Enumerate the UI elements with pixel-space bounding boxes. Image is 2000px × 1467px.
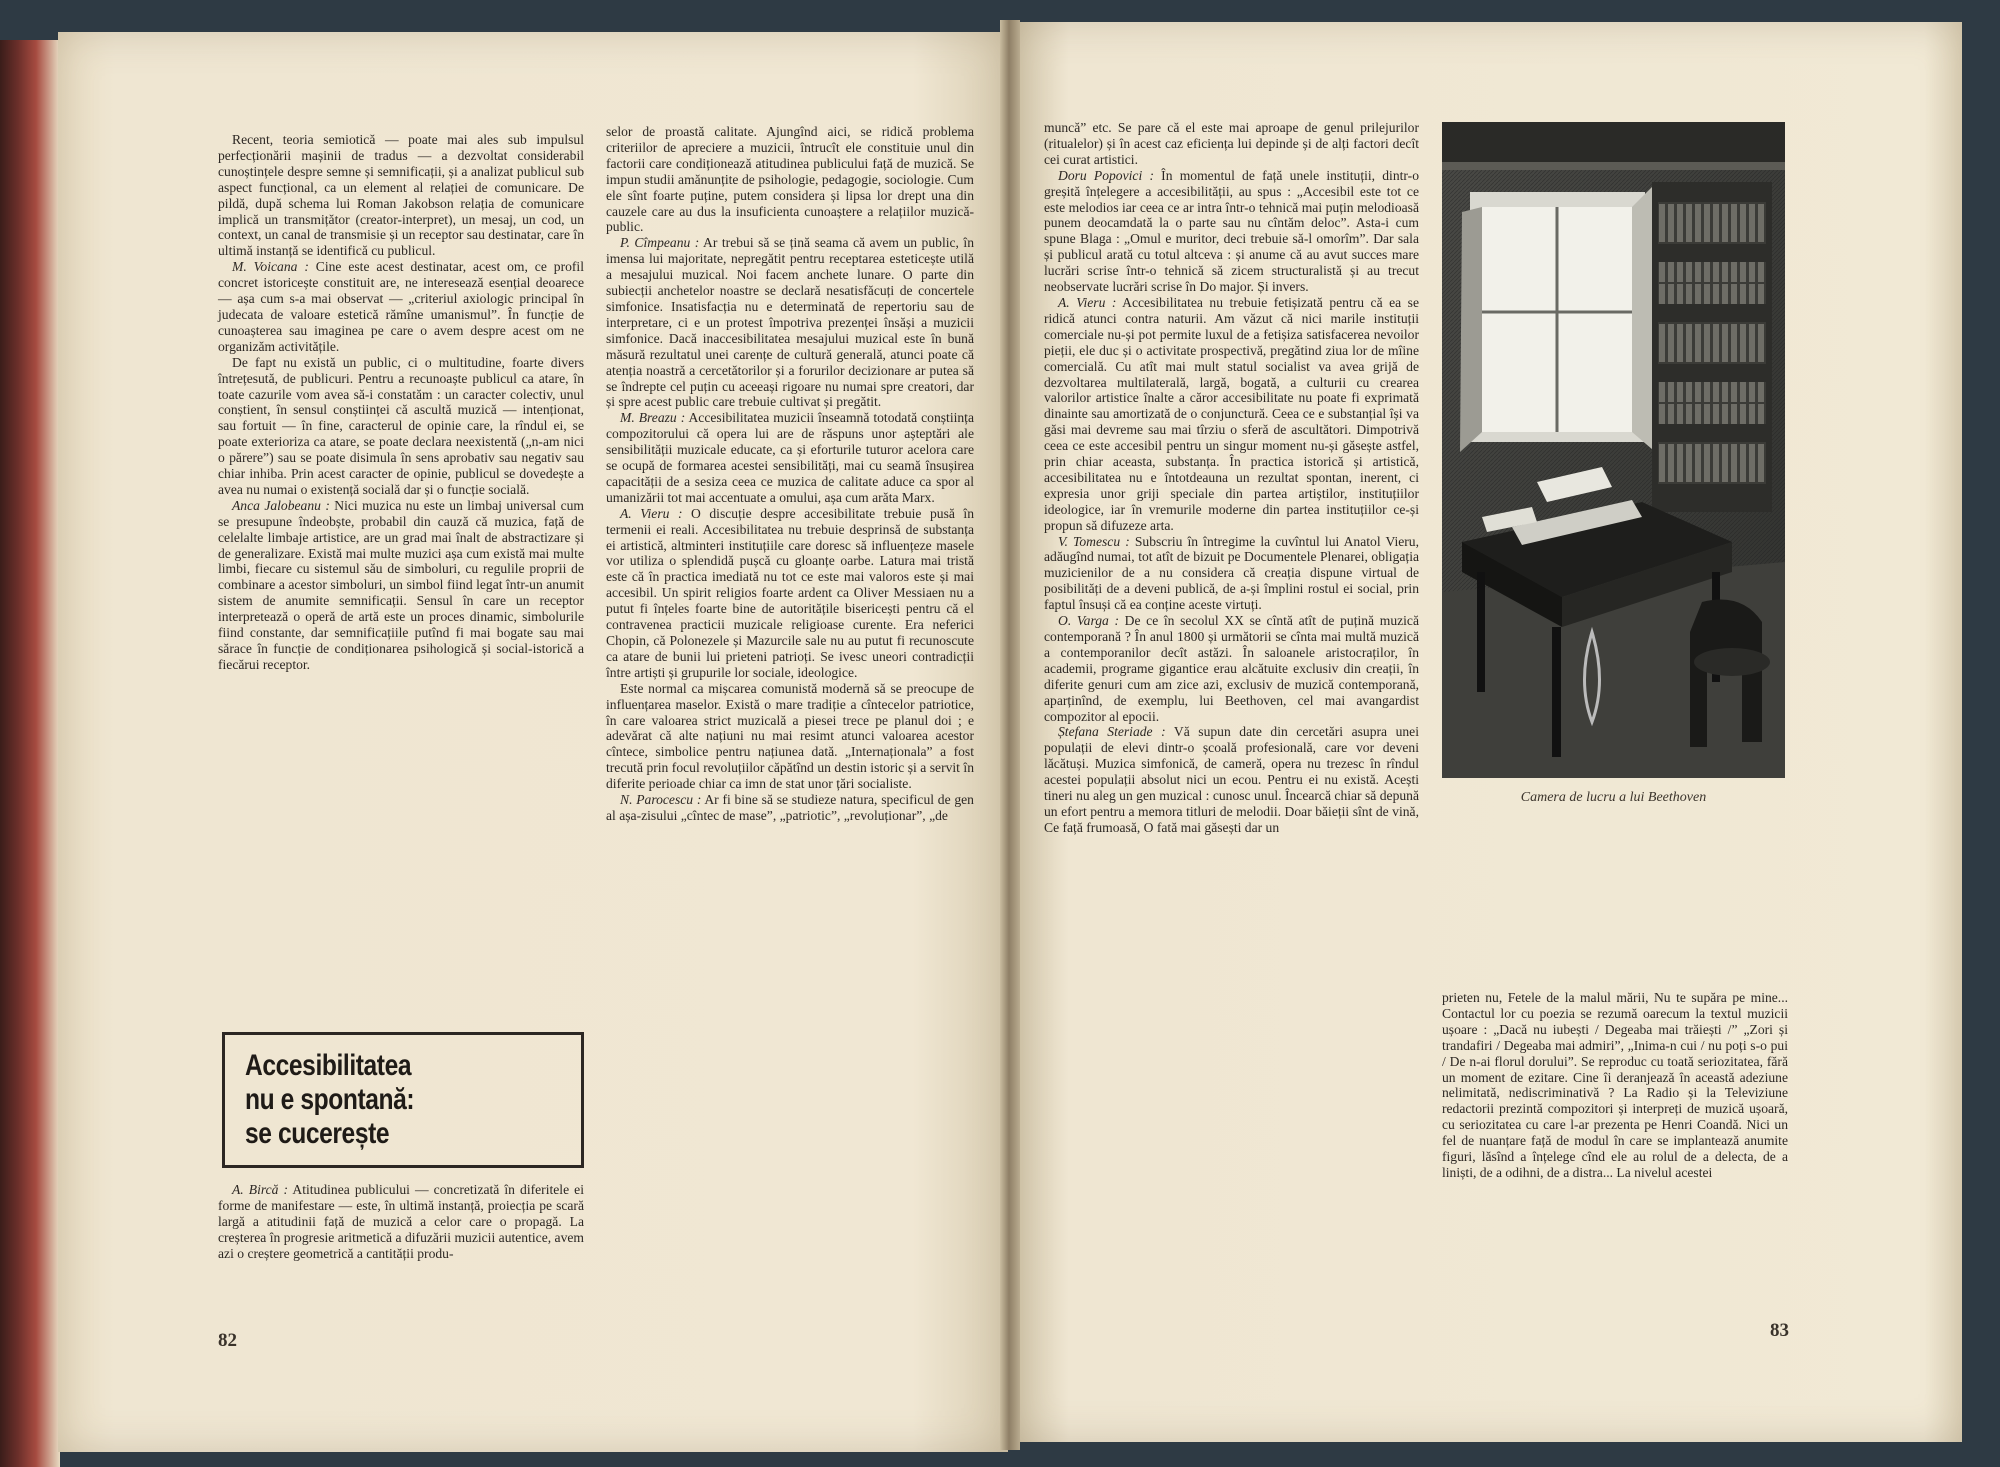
speaker-name: M. Voicana : [232, 259, 309, 275]
right-page-column-1 [1044, 120, 1419, 836]
paragraph [218, 498, 584, 673]
paragraph [606, 792, 974, 824]
speaker-name: O. Varga : [1058, 613, 1120, 629]
paragraph-text: În momentul de față unele instituții, dintr-o greșită înțelegere a accesibilității, au spus : „Accesibil este tot ce este melodios iar ceea ce ar intra într-o tehnică mai puțin melodioasă punem deocamdată la o parte sau nu cîntăm deloc”. Asta-i cum spune Blaga : „Omul e muritor, deci trebuie să-l omorîm”. Dar sala și publicul arată cu totul altceva : și anume că au avut succes mare lucrări scrise într-o tehnică să zicem structuralistă și au trecut neobservate lucrări scrise în Do major. Și invers. [1044, 167, 1419, 295]
speaker-name: N. Parocescu : [620, 792, 702, 808]
paragraph-text: Ar trebui să se țină seama că avem un public, în imensa lui majoritate, nepregătit pentru receptarea esteticește utilă a mesajului muzical. Noi facem anchete lunare. O parte din subiecții anchetelor noastre se declară nesatisfăcuți de concertele simfonice. Insatisfacția nu e determinată de repertoriu sau de interpretare, ci e un protest împotriva prezenței însăși a muzicii simfonice. Dacă inaccesibilitatea mesajului muzical este în bună măsură rezultatul unei carențe de cultură generală, atunci poate că atenția noastră a cercetătorilor și a forurilor decizionare ar putea să se îndrepte cel puțin cu aceeași rigoare nu numai spre creatori, dar și spre acest public care trebuie cultivat și pregătit. [606, 235, 974, 410]
paragraph [218, 132, 584, 259]
paragraph-text: O discuție despre accesibilitate trebuie pusă în termenii ei reali. Accesibilitatea nu trebuie desprinsă de substanța ei artistică, altminteri instituțiile care doresc să influențeze masele vor utiliza o splendidă pușcă cu gloanțe oarbe. Latura mai tristă este că în practica imediată nu tot ce este mai valoros este și mai accesibil. Un spirit religios foarte ardent ca Oliver Messiaen nu a putut fi înțeles foarte bine de autoritățile bisericești pentru că el contravenea practicii muzicale religioase curente. Era neferici Chopin, că Polonezele și Mazurcile sale nu au putut fi recunoscute ca atare de bunii lui prieteni patrioți. Se ivesc uneori contradicții între artiști și grupurile lor sociale, ideologice. [606, 505, 975, 680]
left-page-column-2 [606, 124, 974, 824]
paragraph-text: Recent, teoria semiotică — poate mai ales sub impulsul perfecționării mașinii de tradus — a dezvoltat considerabil cunoștințele despre semne și semnificații, și a analizat publicul sub aspect funcțional, ca un element al relației de comunicare. De pildă, după schema lui Roman Jakobson relația de comunicare implică un transmițător (creator-interpret), un mesaj, un cod, un context, un canal de transmisie și un receptor sau destinatar, care în ultimă instanță se identifică cu publicul. [218, 132, 584, 259]
paragraph [606, 681, 974, 792]
paragraph [1044, 120, 1419, 168]
left-page-number: 82 [218, 1330, 237, 1351]
paragraph-text: Cine este acest destinatar, acest om, ce profil concret istoricește constituit are, ne interesează esențial deoarece — așa cum s-a mai observat — „criteriul axiologic principal în judecata de valoare estetică rămîne umanismul”. În funcție de cunoașterea sau imaginea pe care o avem despre acest om ne organizăm activitățile. [218, 259, 584, 354]
section-headline-box [222, 1032, 584, 1168]
book-gutter [1000, 20, 1020, 1450]
headline-line-3: se cucerește [245, 1117, 390, 1150]
paragraph-text: Nici muzica nu este un limbaj universal cum se presupune îndeobște, probabil din cauză că muzica, față de celelalte limbaje artistice, are un grad mai înalt de abstractizare și de generalizare. Există mai multe muzici așa cum există mai multe limbi, fiecare cu sistemul său de simboluri, cu regulile proprii de combinare a acestor simboluri, un simbol fiind legat într-un anumit sistem de anumite semnificații. Sensul în care un receptor interpretează o operă de artă este un proces dinamic, simbolurile fiind constante, dar semnificațiile putînd fi mai bogate sau mai sărace în funcție de condiționarea psihologică și social-istorică a fiecărui receptor. [218, 497, 584, 672]
paragraph [1044, 613, 1419, 724]
paragraph [1044, 534, 1419, 614]
left-page-column-1 [218, 132, 584, 673]
paragraph [1044, 295, 1419, 534]
right-page-column-2 [1442, 990, 1788, 1181]
paragraph-text: Subscriu în întregime la cuvîntul lui Anatol Vieru, adăugînd numai, tot atît de bizuit pe Documentele Plenarei, obligația muzicienilor de a nu considera că creația dispune virtual de posibilități de a deveni publică, de a-și împlini rostul ei social, prin faptul însuși că ea conține aceste virtuți. [1044, 533, 1419, 613]
paragraph [606, 124, 974, 235]
paragraph-text: selor de proastă calitate. Ajungînd aici, se ridică problema criteriilor de apreciere a muzicii, întrucît ele constituie unul din factorii care condiționează atitudinea publicului față de muzică. Se impun studii amănunțite de psihologie, pedagogie, sociologie. Cum ele sînt foarte puține, putem considera și lipsa lor drept una din cauzele care au dus la insuficienta cunoaștere a relațiilor muzică-public. [606, 124, 974, 235]
right-page-number: 83 [1770, 1320, 1789, 1341]
paragraph-text: Accesibilitatea nu trebuie fetișizată pentru că ea se ridică atunci contra naturii. Am văzut că nici marile instituții comerciale nu-și pot permite luxul de a fetișiza satisfacerea nevoilor pieții, ele duc și o activitate prospectivă, pregătind ziua lor de mîine comercială. Cu atît mai mult statul socialist va avea grijă de dezvoltarea multilaterală, largă, bogată, a culturii cu crearea valorilor artistice înalte a căror accesibilitate nu poate fi exprimată dinainte sau amortizată de o conjunctură. Ceea ce e substanțial își va găsi mai devreme sau mai tîrziu o sferă de ascultători. Dimpotrivă ceea ce este accesibil pentru un singur moment nu-și găsește astfel, prin chiar aceasta, substanța. În practica istorică și artistică, accesibilitatea nu e întotdeauna un rezultat spontan, inerent, ci expresia unor griji speciale din partea artiștilor, instituțiilor ideologice, iar în vremurile moderne din partea instituțiilor ce-și propun să difuzeze arta. [1044, 294, 1419, 533]
paragraph [1044, 724, 1419, 835]
speaker-name: V. Tomescu : [1058, 533, 1130, 549]
paragraph-text: De fapt nu există un public, ci o multitudine, foarte divers întrețesută, de publicuri. Pentru a recunoaște publicul ca atare, în toate cazurile vom avea să-i constatăm : un caracter colectiv, unul conștient, în sensul conștiinței că ascultă muzică — intenționat, sau fortuit — în fine, caracterul de opinie care, la rîndul ei, se poate exterioriza ca atare, se poate declara neexistentă („n-am nici o părere”) sau se poate disimula în sens aprobativ sau negativ sau chiar inhiba. Prin acest caracter de opinie, publicul se dovedește a avea nu numai o existență socială dar și o funcție socială. [218, 354, 584, 497]
speaker-name: Doru Popovici : [1058, 167, 1154, 183]
paragraph [606, 410, 974, 505]
paragraph-text: Accesibilitatea muzicii înseamnă totodată conștiința compozitorului că opera lui are de răspuns unor așteptări ale sensibilității muzicale educate, ca și eforturile tuturor acelora care se ocupă de formarea acestei sensibilități, mai cu seamă însușirea capacității de a sesiza ceea ce muzica de calitate aduce ca spor al umanizării tot mai accentuate a omului, așa cum arăta Marx. [606, 410, 974, 505]
photo-caption: Camera de lucru a lui Beethoven [1520, 790, 1707, 805]
speaker-name: A. Vieru : [1058, 294, 1117, 310]
paragraph [218, 259, 584, 354]
speaker-name: A. Vieru : [620, 505, 683, 521]
paragraph-text: prieten nu, Fetele de la malul mării, Nu te supăra pe mine... Contactul lor cu poezia se rezumă oarecum la textul muzicii ușoare : „Dacă nu iubești / Degeaba mai trăiești /” „Zori și trandafiri / Degeaba mai admiri”, „Inima-n cui / nu poți s-o pui / De n-ai florul dorului”. Se reproduc cu toată seriozitatea, fără un moment de ezitare. Cine îi deranjează în această adeziune nelimitată, nediscriminativă ? La Radio și la Televiziune redactorii prezintă compozitori și interpreți de muzică ușoară, cu seriozitatea cu care l-ar prezenta pe Henri Coandă. Nici un fel de nuanțare față de modul în care se implantează anumite figuri, lăsînd a înțelege cînd ele au rolul de a delecta, de a liniști, de a odihni, de a distra... La nivelul acestei [1442, 990, 1788, 1180]
paragraph [606, 235, 974, 410]
paragraph [1442, 990, 1788, 1181]
paragraph-text: Vă supun date din cercetări asupra unei populații de elevi dintr-o școală profesională, care vor deveni lăcătuși. Muzica simfonică, de cameră, opera nu trezesc în rîndul acestei populații absolut nici un ecou. Pentru ei nu există. Acești tineri nu aleg un gen muzical : cunosc unul. Încearcă chiar să depună un efort pentru a memora titluri de melodii. Doar băieții sînt de vină, Ce față frumoasă, O fată mai găsești dar un [1044, 724, 1419, 835]
beethoven-room-photo [1442, 122, 1785, 778]
speaker-name: Anca Jalobeanu : [232, 497, 330, 513]
speaker-name: P. Cîmpeanu : [620, 235, 700, 251]
speaker-name: M. Breazu : [620, 410, 686, 426]
headline-line-1: Accesibilitatea [245, 1049, 412, 1082]
paragraph-text: De ce în secolul XX se cîntă atît de puțină muzică contemporană ? În anul 1800 și următorii se cînta mai multă muzică a contemporanilor decît astăzi. În saloanele aristocraților, în academii, programe gigantice erau alcătuite exclusiv din creații, în diferite genuri cum am zice azi, exclusiv de muzică contemporană, aparținînd, de exemplu, lui Beethoven, cel mai avangardist compozitor al epocii. [1044, 613, 1419, 724]
book-spine-left [0, 40, 60, 1467]
paragraph [606, 506, 974, 681]
left-page-column-1-continued [218, 1182, 584, 1262]
paragraph [218, 355, 584, 498]
speaker-name: Ștefana Steriade : [1058, 724, 1166, 740]
paragraph-text: Este normal ca mișcarea comunistă modernă să se preocupe de influențarea maselor. Există o mare tradiție a cîntecelor patriotice, în care valoarea strict muzicală a piesei trece pe planul doi ; e adevărat că alte națiuni nu mai resimt atunci valoarea acestor cîntece, simbolice pentru națiunea dată. „Internaționala” a fost trecută prin focul revoluțiilor căpătînd un destin istoric și a servit în diferite perioade chiar ca imn de stat unor țări socialiste. [606, 680, 974, 792]
paragraph [218, 1182, 584, 1262]
paragraph-text: muncă” etc. Se pare că el este mai aproape de genul prilejurilor (ritualelor) și în acest caz eficiența lui depinde și de alți factori decît cei curat artistici. [1044, 120, 1419, 167]
paragraph-text: Atitudinea publicului — concretizată în diferitele ei forme de manifestare — este, în ultimă instanță, proiecția pe scară largă a atitudinii față de muzică a celor care o propagă. La creșterea în progresie aritmetică a difuzării muzicii autentice, avem azi o creștere geometrică a cantității produ- [218, 1182, 584, 1261]
headline-line-2: nu e spontană: [245, 1083, 415, 1116]
paragraph-text: Ar fi bine să se studieze natura, specificul de gen al așa-zisului „cîntec de mase”, „patriotic”, „revoluționar”, „de [606, 792, 974, 823]
paragraph [1044, 168, 1419, 295]
speaker-name: A. Bircă : [232, 1182, 289, 1197]
